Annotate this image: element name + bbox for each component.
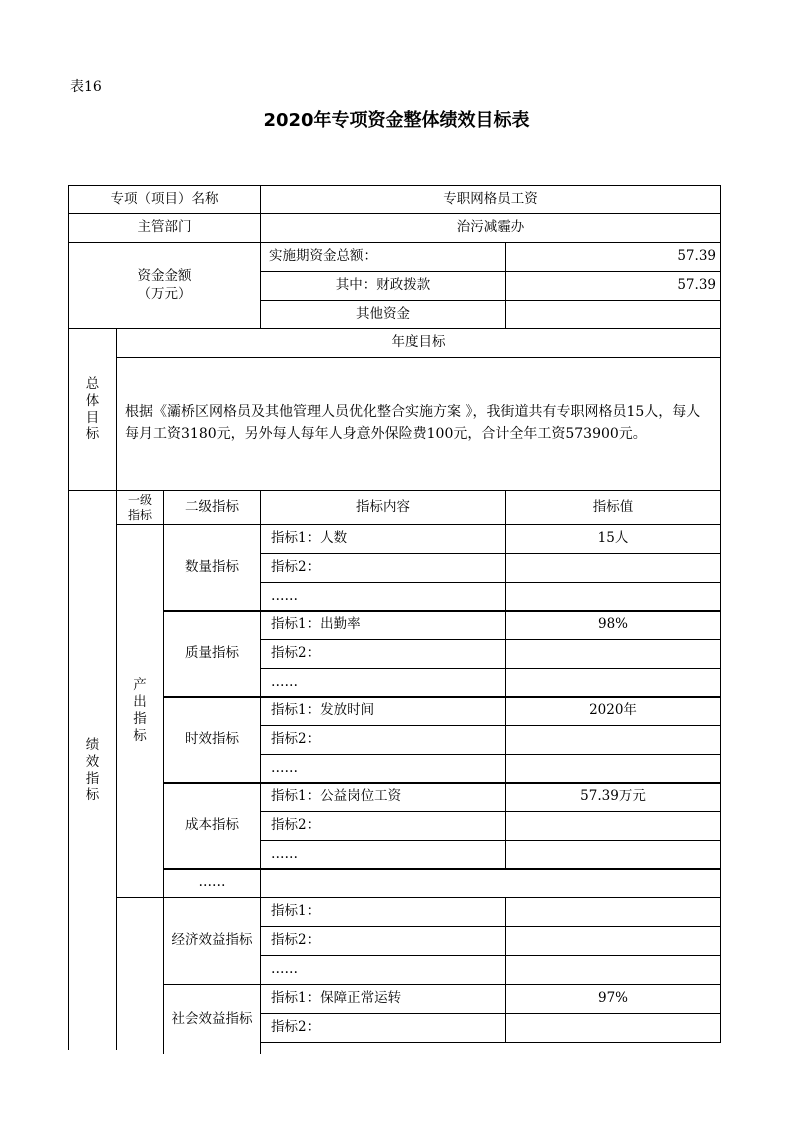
header-level2: 二级指标 xyxy=(163,490,261,525)
indicator-value xyxy=(505,553,721,583)
annual-goal-text: 根据《灞桥区网格员及其他管理人员优化整合实施方案 》，我街道共有专职网格员15人，每人每月工资3180元，另外每人每年人身意外保险费100元，合计全年工资573900元。 xyxy=(116,357,721,491)
indicator-content: …… xyxy=(260,668,506,698)
funds-fiscal-label: 其中：财政拨款 xyxy=(260,271,506,301)
indicator-value xyxy=(505,668,721,698)
funds-total-label: 实施期资金总额： xyxy=(260,242,506,272)
header-level1 xyxy=(116,490,164,525)
indicator-content: 指标2： xyxy=(260,725,506,755)
header-value: 指标值 xyxy=(505,490,721,525)
funds-label xyxy=(68,242,261,329)
funds-fiscal-value: 57.39 xyxy=(505,271,721,301)
indicator-value xyxy=(505,926,721,956)
indicator-value xyxy=(505,582,721,612)
perf-label-text: 绩 效 指 标 xyxy=(85,736,100,804)
indicator-value xyxy=(505,1013,721,1043)
indicator-content: 指标2： xyxy=(260,811,506,841)
indicator-value xyxy=(505,639,721,669)
indicator-value xyxy=(505,811,721,841)
indicator-content: …… xyxy=(260,955,506,985)
outcome-indicator-label xyxy=(116,897,164,1050)
indicator-value: 57.39万元 xyxy=(505,782,721,812)
indicator-content: 指标1：发放时间 xyxy=(260,696,506,726)
indicator-content: 指标2： xyxy=(260,926,506,956)
indicator-content: 指标2： xyxy=(260,553,506,583)
funds-other-label: 其他资金 xyxy=(260,300,506,329)
indicator-value: 15人 xyxy=(505,524,721,554)
header-level1-text: 一级 指标 xyxy=(127,492,152,522)
indicator-content: 指标1：人数 xyxy=(260,524,506,554)
document-title: 2020年专项资金整体绩效目标表 xyxy=(263,110,530,131)
dept-label: 主管部门 xyxy=(68,213,261,243)
project-name-label: 专项（项目）名称 xyxy=(68,185,261,214)
output-ellipsis-content xyxy=(260,868,721,898)
indicator-value xyxy=(505,840,721,870)
level2-1: 质量指标 xyxy=(163,610,261,698)
indicator-content: 指标1：公益岗位工资 xyxy=(260,782,506,812)
level2-2: 时效指标 xyxy=(163,696,261,784)
output-indicator-label xyxy=(116,524,164,898)
overall-goal-label xyxy=(68,328,117,491)
indicator-content: 指标2： xyxy=(260,1013,506,1043)
indicator-value xyxy=(505,725,721,755)
table-number: 表16 xyxy=(70,79,102,95)
indicator-value: 97% xyxy=(505,984,721,1014)
dept-value: 治污减霾办 xyxy=(260,213,721,243)
output-indicator-label-text: 产 出 指 标 xyxy=(133,677,147,744)
overall-goal-label-text: 总 体 目 标 xyxy=(85,375,100,443)
annual-goal-header: 年度目标 xyxy=(116,328,721,358)
indicator-value: 2020年 xyxy=(505,696,721,726)
indicator-content: 指标1：保障正常运转 xyxy=(260,984,506,1014)
funds-label-line2: （万元） xyxy=(137,285,192,302)
indicator-value xyxy=(505,897,721,927)
level2-social: 社会效益指标 xyxy=(163,984,261,1054)
indicator-content: …… xyxy=(260,582,506,612)
funds-label-line1: 资金金额 xyxy=(137,267,192,284)
project-name-value: 专职网格员工资 xyxy=(260,185,721,214)
level2-0: 数量指标 xyxy=(163,524,261,612)
indicator-content: 指标1： xyxy=(260,897,506,927)
level2-econ: 经济效益指标 xyxy=(163,897,261,985)
perf-label xyxy=(68,490,117,1050)
indicator-content: 指标1：出勤率 xyxy=(260,610,506,640)
indicator-content: 指标2： xyxy=(260,639,506,669)
indicator-value: 98% xyxy=(505,610,721,640)
funds-total-value: 57.39 xyxy=(505,242,721,272)
header-content: 指标内容 xyxy=(260,490,506,525)
funds-other-value xyxy=(505,300,721,329)
level2-3: 成本指标 xyxy=(163,782,261,870)
output-ellipsis: …… xyxy=(163,868,261,898)
indicator-content: …… xyxy=(260,840,506,870)
indicator-content: …… xyxy=(260,754,506,784)
indicator-value xyxy=(505,754,721,784)
indicator-value xyxy=(505,955,721,985)
